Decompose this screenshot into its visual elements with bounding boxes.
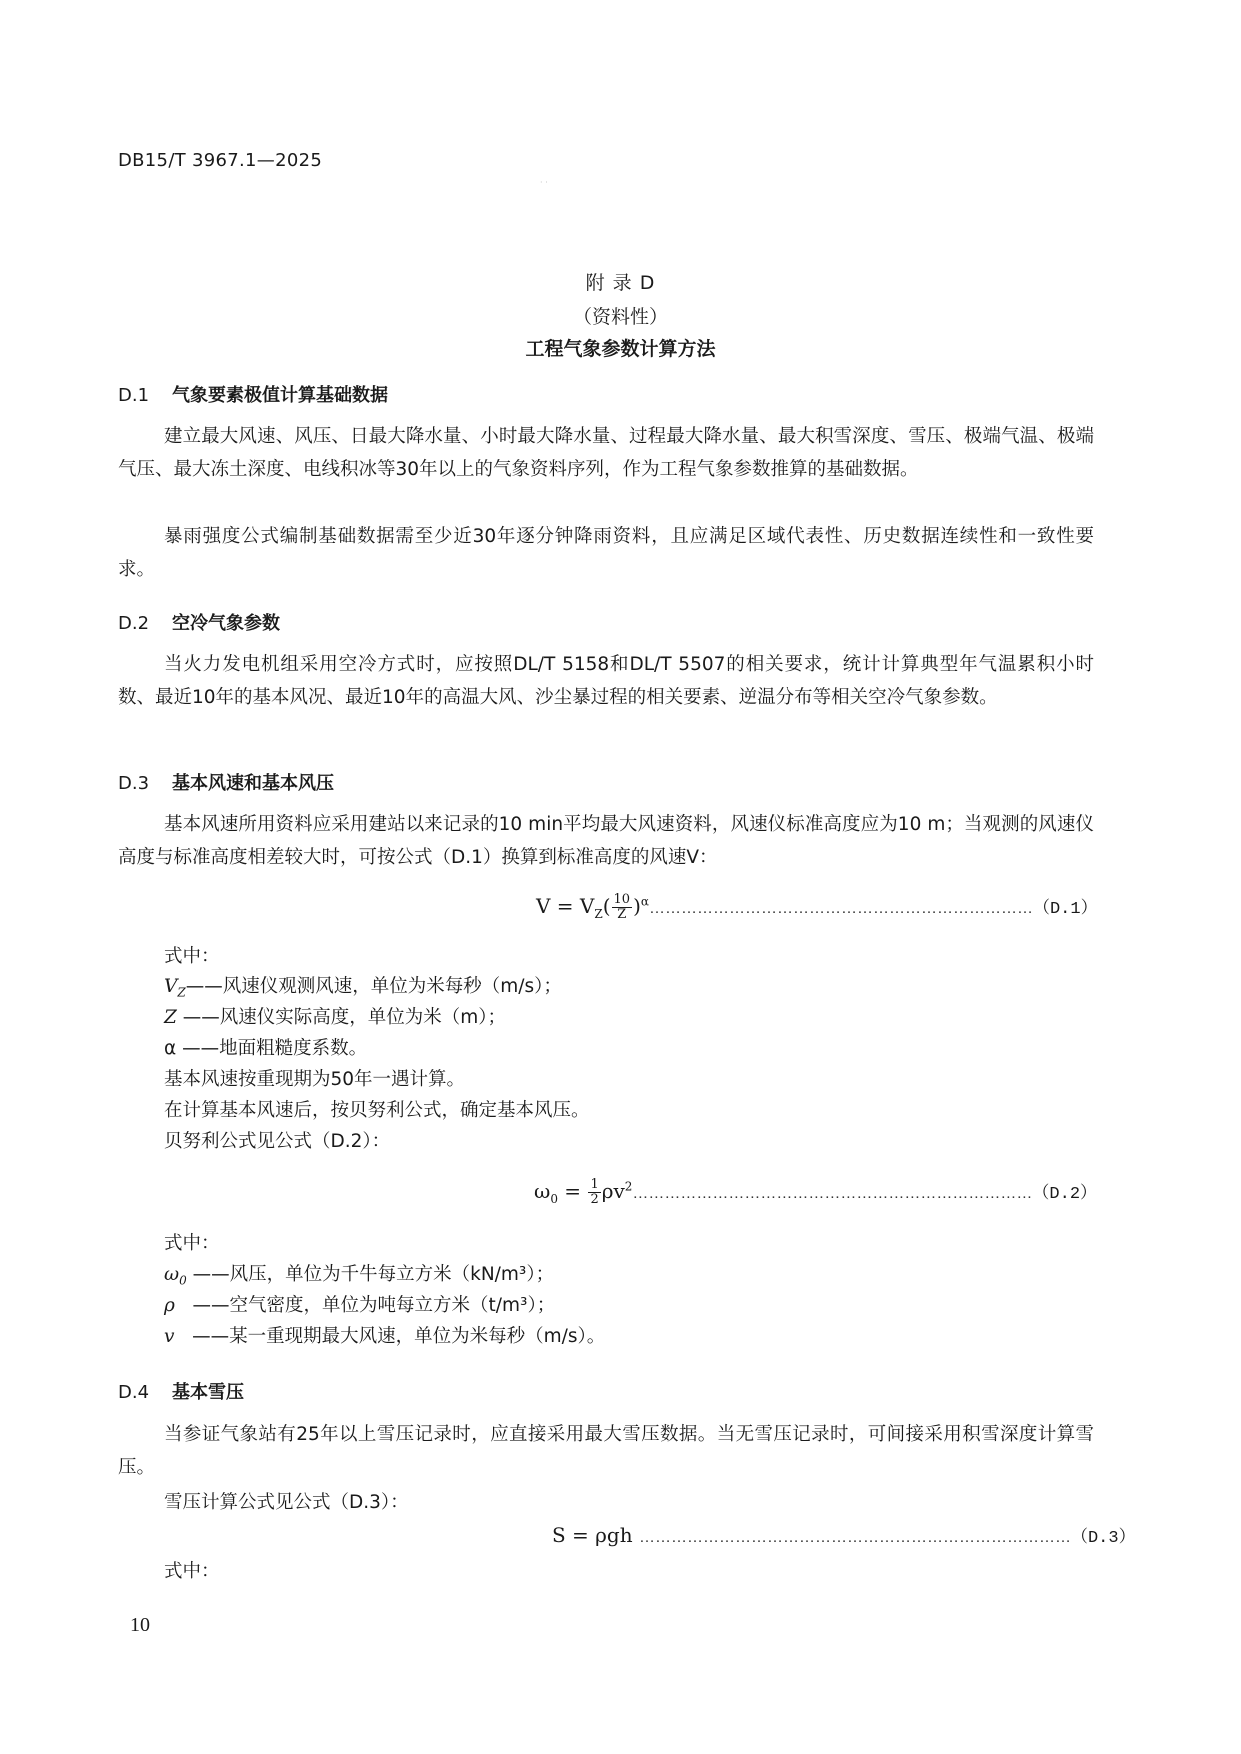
where-label: 式中： [164,1561,220,1582]
section-title: 空冷气象参数 [172,613,280,634]
text-line: 基本风速按重现期为50年一遇计算。 [164,1069,466,1090]
definition-rho: ρ ——空气密度，单位为吨每立方米（t/m³）； [164,1295,556,1316]
appendix-heading: 工程气象参数计算方法 [525,338,716,360]
text-line: 贝努利公式见公式（D.2）： [164,1131,391,1152]
definition-vz: $V_Z——$风速仪观测风速，单位为米每秒（m/s）； [164,976,562,1000]
equation-number: （D.1） [1032,900,1098,919]
section-d1-paragraph-1: 建立最大风速、风压、日最大降水量、小时最大降水量、过程最大降水量、最大积雪深度、雪压、极端气温、极端气压、最大冻土深度、电线积冰等30年以上的气象资料序列，作为工程气象参数推算的基础数据。 [118,426,1094,480]
where-label: 式中： [164,946,220,967]
appendix-title: 附 录 D [585,272,656,294]
where-label: 式中： [164,1233,220,1254]
section-title: 基本风速和基本风压 [172,773,334,794]
definition-w0: $\omega_0$ ——风压，单位为千牛每立方米（kN/m³）； [164,1264,555,1288]
section-number: D.1 [118,385,150,406]
equation-number: （D.3） [1070,1529,1136,1548]
section-d3-paragraph-1: 基本风速所用资料应采用建站以来记录的10 min平均最大风速资料，风速仪标准高度应为10 m；当观测的风速仪高度与标准高度相差较大时，可按公式（D.1）换算到标准高度的风速V： [118,814,1094,868]
text-line: 在计算基本风速后，按贝努利公式，确定基本风压。 [164,1100,590,1121]
page-number: 10 [130,1614,150,1636]
section-d1-heading [118,381,388,407]
document-code: DB15/T 3967.1—2025 [118,150,323,171]
section-number: D.3 [118,773,150,794]
section-d2-heading [118,609,280,635]
section-d3-heading [118,769,334,795]
section-title: 基本雪压 [172,1382,244,1403]
equation-number: （D.2） [1032,1185,1098,1204]
scan-mark: · · [540,178,548,187]
text-line: 雪压计算公式见公式（D.3）： [164,1492,409,1513]
section-d2-paragraph-1: 当火力发电机组采用空冷方式时，应按照DL/T 5158和DL/T 5507的相关要求，统计计算典型年气温累积小时数、最近10年的基本风况、最近10年的高温大风、沙尘暴过程的相关要素、逆温分布等相关空冷气象参数。 [118,654,1094,708]
section-number: D.2 [118,613,150,634]
appendix-nature: （资料性） [572,306,668,328]
section-d4-paragraph-1: 当参证气象站有25年以上雪压记录时，应直接采用最大雪压数据。当无雪压记录时，可间接采用积雪深度计算雪压。 [118,1424,1094,1478]
section-title: 气象要素极值计算基础数据 [172,385,388,406]
definition-alpha: α ——地面粗糙度系数。 [164,1038,368,1059]
equation-d2: $\omega_0$ = $\frac{1}{2}$ $\rho v^2\dots\dots\dots\dots\dots\dots\dots\dots\dots\dots\dots\dots\dots\dots\dots\dots\dots\dots\dots\dots\dots\dots\dots\dots\dots(D.2)$ [534,1177,1098,1207]
section-d1-paragraph-2: 暴雨强度公式编制基础数据需至少近30年逐分钟降雨资料，且应满足区域代表性、历史数据连续性和一致性要求。 [118,526,1094,580]
section-number: D.4 [118,1382,150,1403]
equation-d3: S = ρgh ………………………………………………………………………（D.3） [552,1523,1136,1548]
equation-d1: $V = V_Z$( $\frac{10}{Z}$ )$^\alpha$………………………………………………………………（D.1） [536,892,1098,922]
definition-v: v ——某一重现期最大风速，单位为米每秒（m/s）。 [164,1326,606,1347]
section-d4-heading [118,1378,244,1404]
definition-z: Z ——风速仪实际高度，单位为米（m）； [164,1007,507,1028]
